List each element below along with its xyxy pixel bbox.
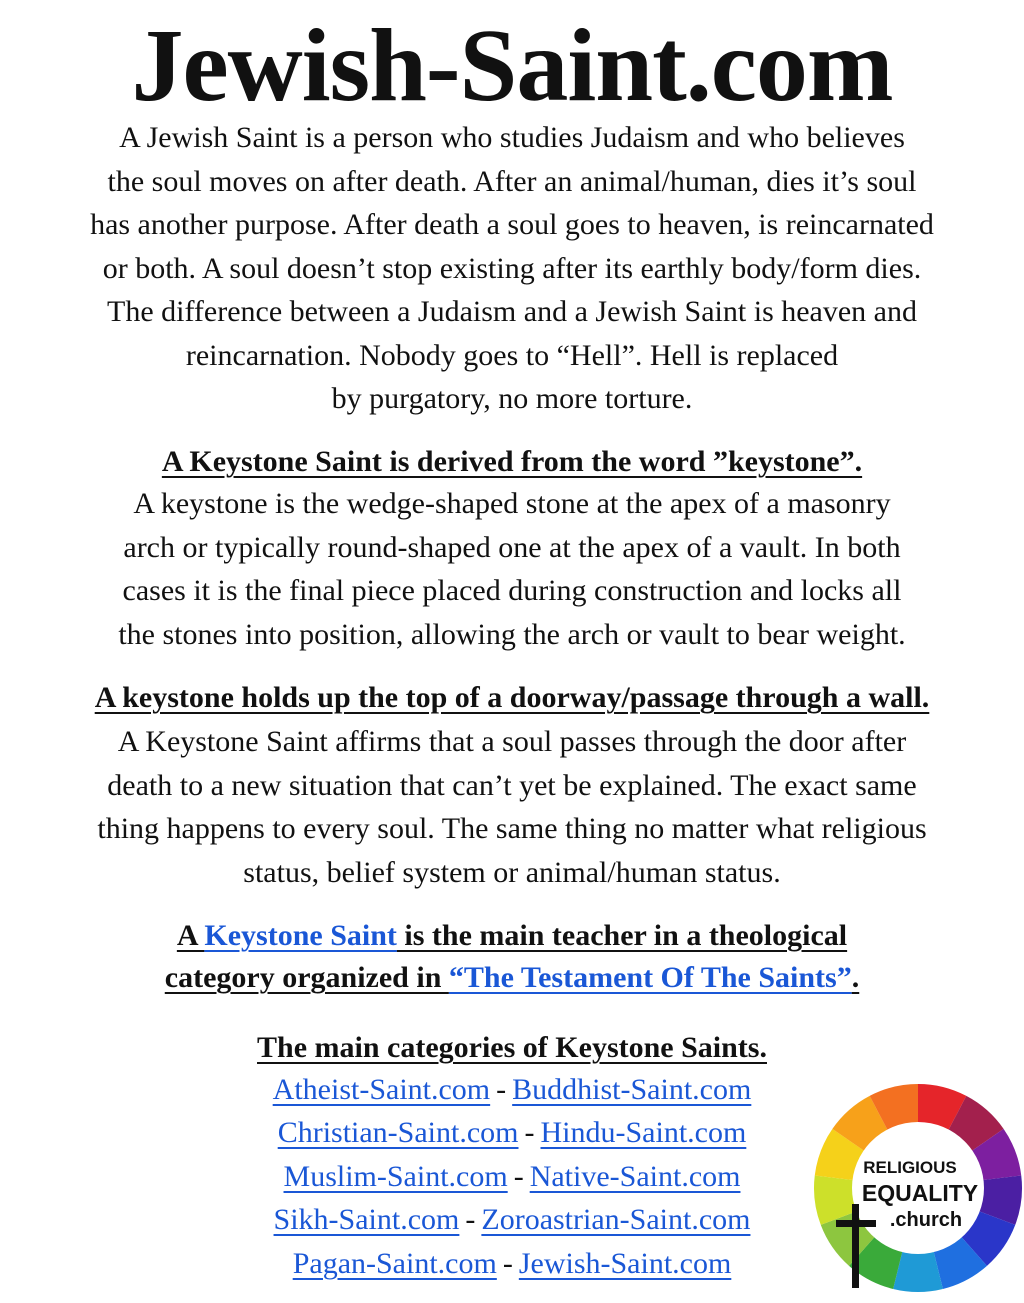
- keystone-saint-paragraph: [14, 720, 1010, 894]
- category-links: [150, 1068, 874, 1285]
- keystone-saint-line: thing happens to every soul. The same thing no matter what religious: [97, 812, 927, 845]
- christian-saint-link[interactable]: Christian-Saint.com: [277, 1116, 519, 1150]
- keystone-definition-paragraph: [14, 482, 1010, 656]
- intro-line: A Jewish Saint is a person who studies Judaism and who believes: [119, 121, 905, 154]
- testament-of-the-saints-link[interactable]: “The Testament Of The Saints”: [448, 961, 852, 994]
- keystone-definition-line: cases it is the final piece placed during construction and locks all: [122, 574, 902, 607]
- logo-line-religious: RELIGIOUS: [863, 1158, 957, 1177]
- link-separator: -: [513, 1159, 524, 1193]
- keystone-derivation-heading: [14, 440, 1010, 483]
- statement-suffix: .: [851, 961, 860, 994]
- categories-heading-text: The main categories of Keystone Saints.: [257, 1031, 767, 1064]
- link-separator: -: [524, 1116, 535, 1150]
- intro-line: by purgatory, no more torture.: [331, 382, 693, 415]
- intro-line: or both. A soul doesn’t stop existing after its earthly body/form dies.: [102, 251, 922, 285]
- keystone-definition-line: the stones into position, allowing the arch or vault to bear weight.: [118, 617, 906, 651]
- link-separator: -: [465, 1203, 476, 1237]
- intro-line: has another purpose. After death a soul goes to heaven, is reincarnated: [90, 208, 934, 241]
- logo-line-church: .church: [889, 1209, 963, 1231]
- sikh-saint-link[interactable]: Sikh-Saint.com: [273, 1203, 460, 1237]
- keystone-derivation-heading-text: A Keystone Saint is derived from the word ”keystone”.: [161, 445, 863, 478]
- category-link-row: [150, 1198, 874, 1241]
- keystone-doorway-heading-text: A keystone holds up the top of a doorway/passage through a wall.: [94, 681, 930, 714]
- category-link-row: [150, 1242, 874, 1285]
- site-title: Jewish-Saint.com: [131, 8, 893, 123]
- keystone-doorway-heading: [14, 676, 1010, 719]
- statement-middle-2: category organized in: [164, 961, 449, 994]
- keystone-saint-link[interactable]: Keystone Saint: [204, 919, 397, 952]
- intro-paragraph: [14, 116, 1010, 421]
- intro-line: reincarnation. Nobody goes to “Hell”. Hell is replaced: [185, 338, 839, 372]
- keystone-saint-line: A Keystone Saint affirms that a soul passes through the door after: [117, 725, 907, 758]
- buddhist-saint-link[interactable]: Buddhist-Saint.com: [512, 1073, 752, 1106]
- category-link-row: [150, 1068, 874, 1111]
- atheist-saint-link[interactable]: Atheist-Saint.com: [272, 1073, 491, 1106]
- logo-line-equality: EQUALITY: [861, 1180, 979, 1206]
- keystone-saint-line: status, belief system or animal/human status.: [243, 855, 781, 889]
- statement-prefix: A: [176, 919, 205, 952]
- link-separator: -: [496, 1073, 507, 1106]
- link-separator: -: [502, 1246, 513, 1280]
- intro-line: the soul moves on after death. After an animal/human, dies it’s soul: [107, 164, 917, 198]
- hindu-saint-link[interactable]: Hindu-Saint.com: [540, 1116, 747, 1150]
- muslim-saint-link[interactable]: Muslim-Saint.com: [283, 1159, 508, 1193]
- religious-equality-logo[interactable]: [812, 1082, 1024, 1294]
- keystone-definition-line: arch or typically round-shaped one at the apex of a vault. In both: [123, 530, 901, 564]
- keystone-teacher-statement: [14, 915, 1010, 999]
- keystone-saint-line: death to a new situation that can’t yet be explained. The exact same: [107, 768, 917, 802]
- pagan-saint-link[interactable]: Pagan-Saint.com: [292, 1246, 497, 1280]
- category-link-row: [150, 1155, 874, 1198]
- statement-middle-1: is the main teacher in a theological: [396, 919, 848, 952]
- native-saint-link[interactable]: Native-Saint.com: [529, 1159, 741, 1193]
- zoroastrian-saint-link[interactable]: Zoroastrian-Saint.com: [481, 1203, 751, 1237]
- category-link-row: [150, 1111, 874, 1154]
- categories-heading: [14, 1026, 1010, 1069]
- keystone-definition-line: A keystone is the wedge-shaped stone at the apex of a masonry: [133, 487, 891, 520]
- jewish-saint-link[interactable]: Jewish-Saint.com: [518, 1246, 732, 1280]
- intro-line: The difference between a Judaism and a Jewish Saint is heaven and: [107, 295, 917, 328]
